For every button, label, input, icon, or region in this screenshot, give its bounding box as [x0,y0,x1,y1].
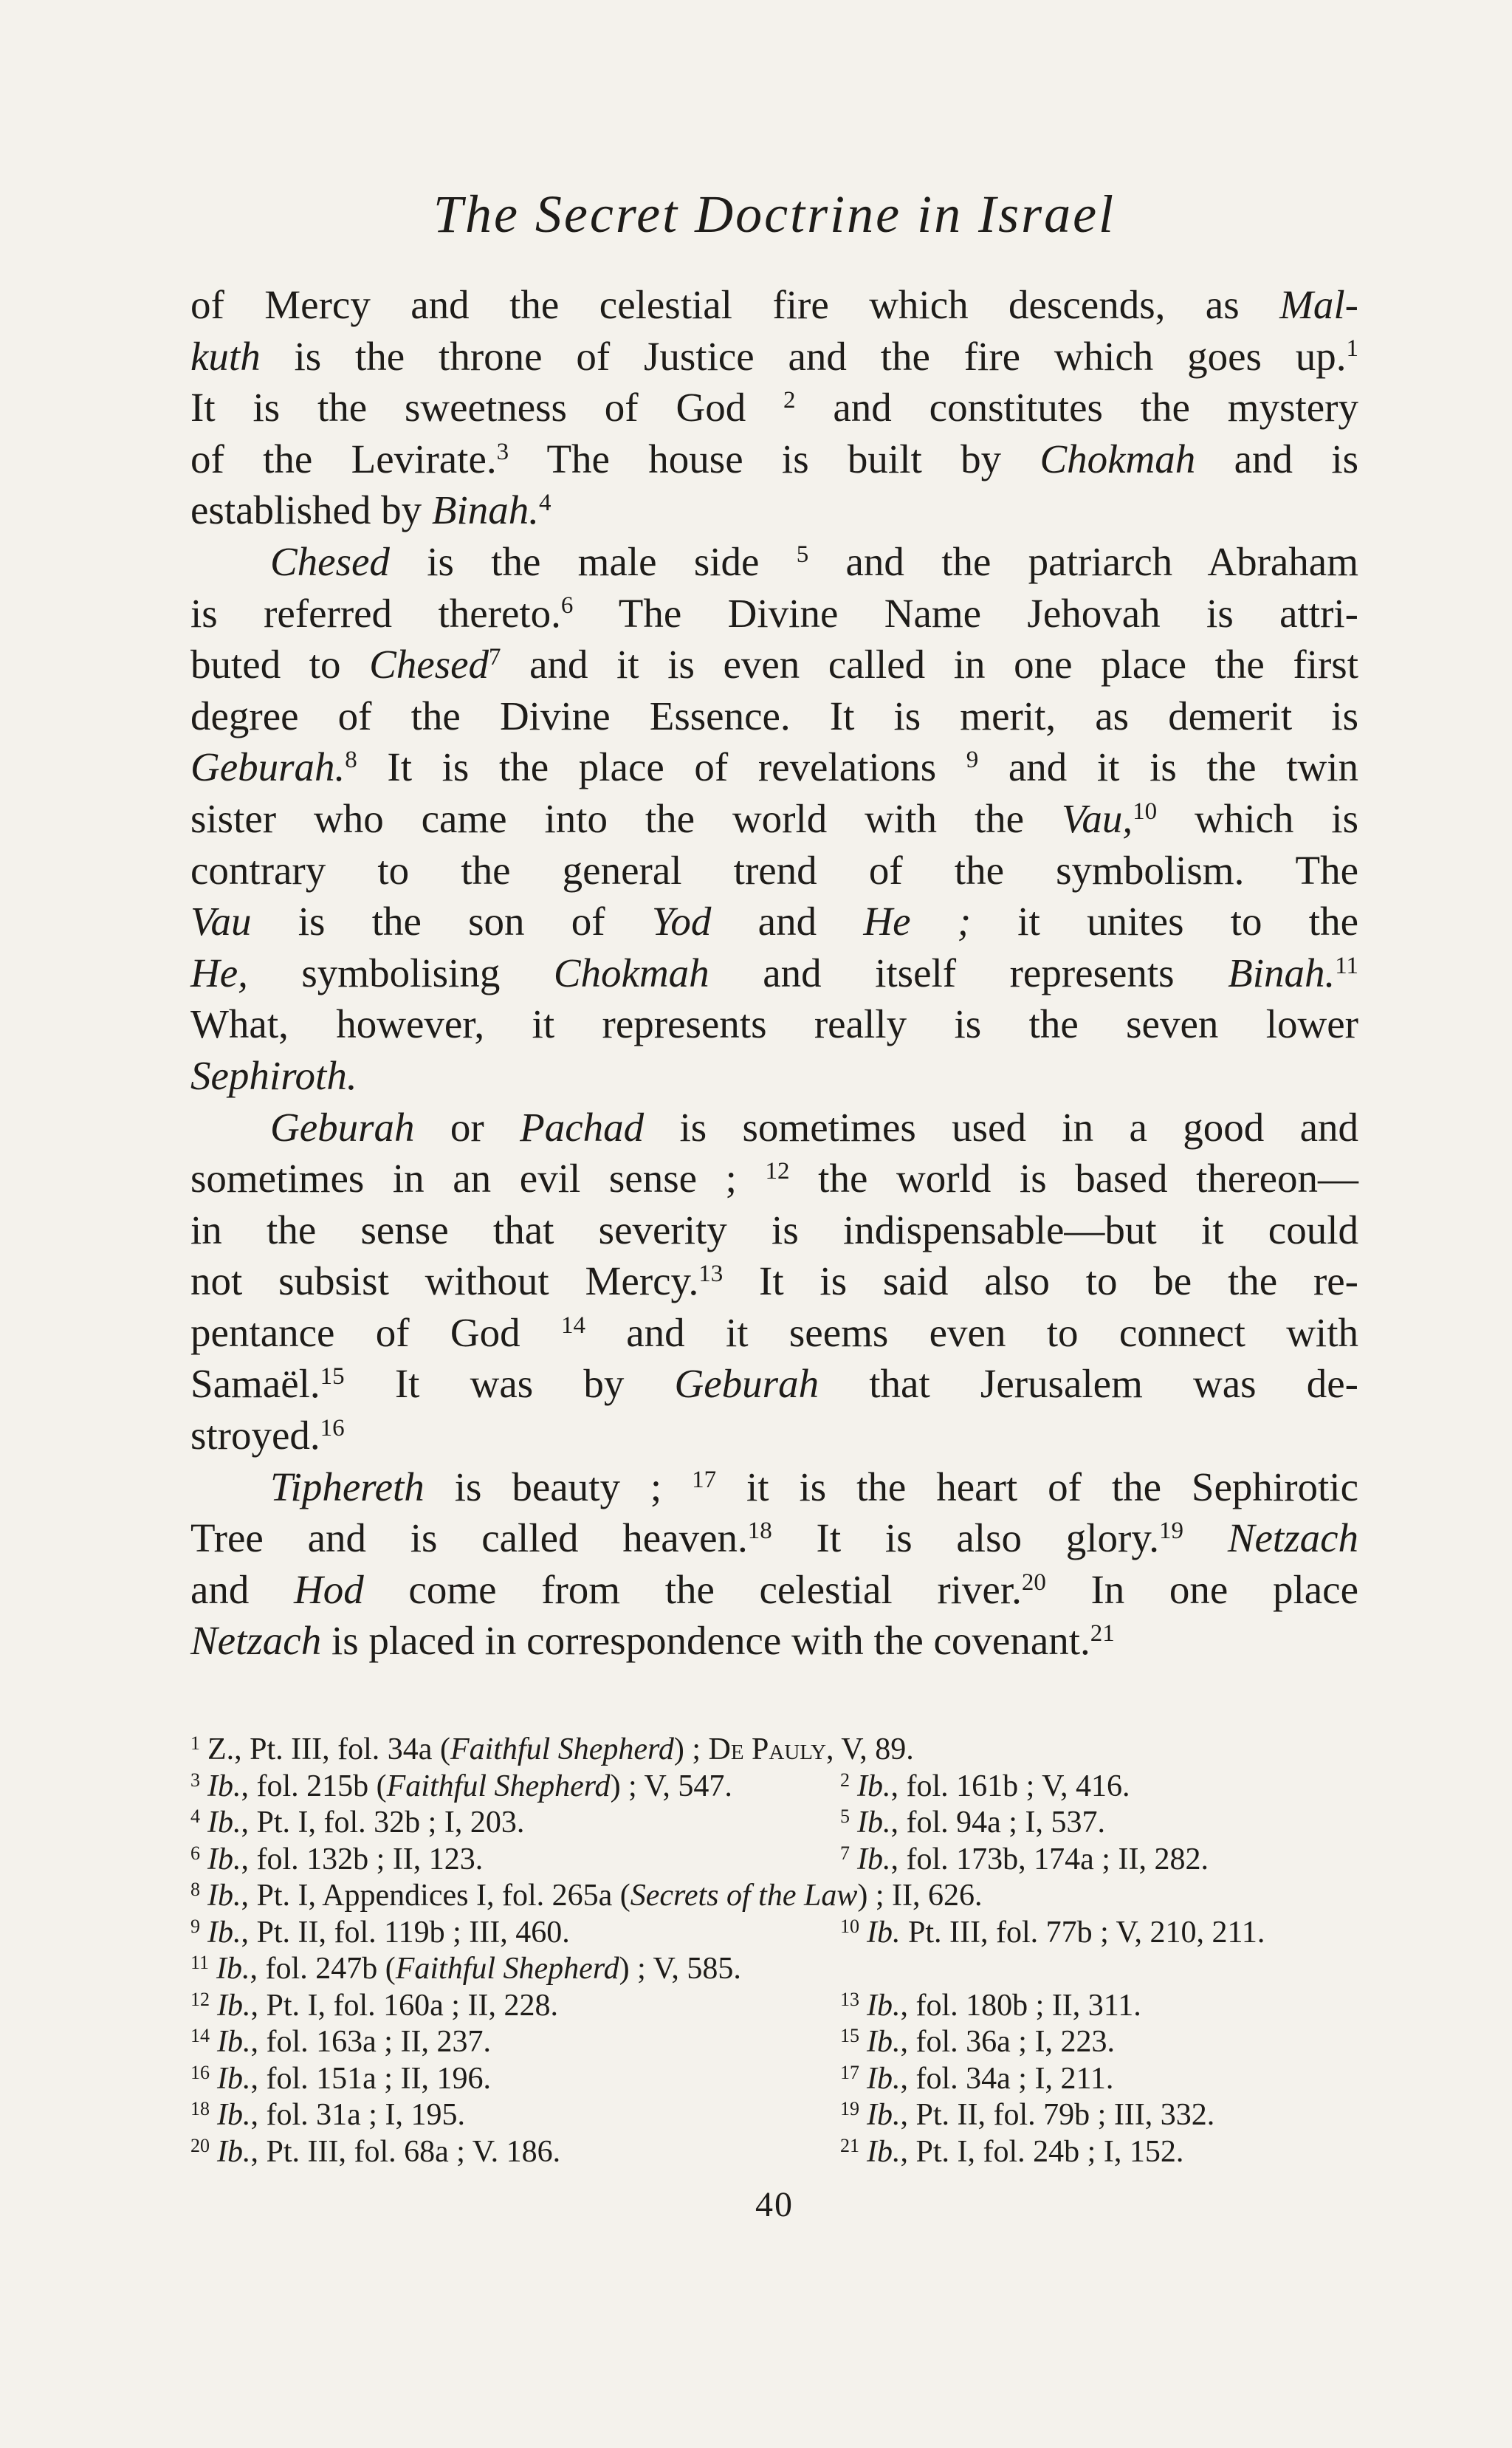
italic-term: Chesed [369,642,489,688]
footnote-number: 9 [190,1915,200,1937]
text-line [190,1358,1358,1410]
text-run: is the throne of Justice and the fire which goes up. [260,333,1347,379]
footnote-text: Ib., fol. 36a ; I, 223. [867,2025,1115,2059]
text-run: the world is based thereon— [789,1156,1358,1201]
footnote-marker: 21 [1090,1620,1115,1648]
footnote-marker: 6 [560,592,574,620]
text-run: degree of the Divine Essence. It is merit, as demerit is [190,693,1358,738]
text-run: sister who came into the world with the [190,795,1062,841]
footnote-number: 8 [190,1879,200,1900]
italic-term: Netzach [190,1618,322,1664]
text-run: is the son of [251,899,652,944]
footnote-marker: 19 [1159,1518,1184,1545]
text-line [190,1050,1358,1102]
footnote-text: Z., Pt. III, fol. 34a (Faithful Shepherd) ; De Pauly, V, 89. [207,1732,914,1766]
footnote-marker: 8 [345,747,357,774]
footnote [190,1805,840,1842]
footnote [840,2097,1358,2134]
text-run: that Jerusalem was de- [819,1361,1358,1407]
text-run: come from the celestial river. [363,1566,1022,1612]
running-head: The Secret Doctrine in Israel [433,185,1116,244]
text-line [190,588,1358,640]
text-run: It is said also to be the re- [723,1258,1358,1304]
text-line [190,845,1358,896]
text-line [190,1255,1358,1307]
footnote-row [190,1878,1358,1915]
footnote-text: Ib., fol. 151a ; II, 196. [217,2061,491,2096]
footnote-row [190,2024,1358,2061]
text-run: and [711,899,864,944]
footnote-text: Ib., Pt. I, fol. 32b ; I, 203. [207,1806,525,1840]
italic-term: He ; [863,899,972,944]
footnote-marker: 18 [747,1518,772,1545]
text-run: and the patriarch Abraham [808,538,1358,584]
footnote-text: Ib., Pt. III, fol. 68a ; V. 186. [217,2134,561,2169]
footnote [190,1732,1358,1769]
text-run: In one place [1045,1566,1358,1612]
footnote-marker: 3 [496,438,509,465]
footnote-number: 15 [840,2025,859,2046]
footnote-number: 11 [190,1952,210,1973]
footnote-row [190,1988,1358,2025]
footnote-number: 5 [840,1806,850,1827]
text-run: stroyed. [190,1413,320,1458]
footnote-number: 12 [190,1988,210,2010]
italic-term: Vau [190,899,252,944]
footnote [840,1769,1358,1806]
footnote-row [190,1951,1358,1988]
italic-term: Hod [294,1566,364,1612]
text-line [190,1102,1358,1153]
text-line [190,639,1358,690]
text-line [190,793,1358,845]
footnote [840,1915,1358,1952]
footnote-row [190,2061,1358,2098]
footnote-text: Ib. Pt. III, fol. 77b ; V, 210, 211. [867,1915,1265,1950]
text-run: is beauty ; [424,1464,693,1509]
text-run: and itself represents [709,950,1228,995]
text-run: and it is the twin [978,744,1358,790]
footnote-number: 6 [190,1842,200,1864]
text-run: buted to [190,642,370,688]
footnote-text: Ib., fol. 163a ; II, 237. [217,2025,491,2059]
footnote-text: Ib., fol. 180b ; II, 311. [867,1988,1141,2023]
footnote-text: Ib., Pt. I, fol. 24b ; I, 152. [867,2134,1184,2169]
footnote [190,1878,1358,1915]
footnote-marker: 7 [489,644,501,671]
footnote-marker: 1 [1346,335,1358,363]
text-line [190,1615,1358,1667]
italic-term: He, [190,950,248,995]
footnote-row [190,2097,1358,2134]
text-run: in the sense that severity is indispensable—but it could [190,1207,1358,1252]
footnote-text: Ib., Pt. II, fol. 119b ; III, 460. [207,1915,570,1950]
italic-term: Binah. [1228,950,1336,995]
text-run: it unites to the [971,899,1358,944]
italic-term: Binah. [431,487,540,533]
italic-term: Geburah. [190,744,346,790]
text-run: and [190,1566,295,1612]
text-run: is the male side [389,538,797,584]
footnote [840,2024,1358,2061]
footnote-marker: 15 [320,1363,345,1391]
text-line [190,998,1358,1050]
text-run: established by [190,487,432,533]
text-run: What, however, it represents really is the seven lower [190,1001,1358,1047]
footnote-marker: 14 [560,1312,585,1339]
footnote-number: 21 [840,2134,859,2156]
italic-term: Vau, [1061,795,1133,841]
italic-term: Pachad [520,1104,645,1150]
text-line [190,331,1358,383]
footnote-number: 20 [190,2134,210,2156]
footnote [190,2061,840,2098]
footnote-marker: 5 [796,541,809,568]
footnote [190,1842,840,1879]
footnote-text: Ib., fol. 215b (Faithful Shepherd) ; V, 547. [207,1769,732,1803]
footnote-number: 10 [840,1915,859,1937]
footnote-number: 4 [190,1806,200,1827]
footnote [190,1769,840,1806]
text-run: is referred thereto. [190,590,561,636]
text-run: It is also glory. [772,1515,1160,1561]
text-run: which is [1157,795,1358,841]
text-run: and constitutes the mystery [795,385,1358,431]
book-page [190,0,1358,2448]
text-line [190,741,1358,793]
text-line [190,382,1358,433]
text-run: is placed in correspondence with the covenant. [321,1618,1090,1664]
text-line [190,1410,1358,1461]
footnote-number: 3 [190,1769,200,1791]
footnote [190,1988,840,2025]
footnote-text: Ib., fol. 34a ; I, 211. [867,2061,1114,2096]
footnote [840,1988,1358,2025]
footnote-text: Ib., fol. 173b, 174a ; II, 282. [857,1842,1209,1876]
footnote-text: Ib., fol. 161b ; V, 416. [857,1769,1130,1803]
footnote-marker: 2 [783,387,796,414]
italic-term: Sephiroth. [190,1052,357,1098]
italic-term: Chesed [270,538,390,584]
footnote-marker: 11 [1335,952,1359,979]
text-run: It is the place of revelations [357,744,966,790]
footnote-number: 14 [190,2025,210,2046]
footnote-number: 18 [190,2098,210,2119]
text-run: or [414,1104,520,1150]
footnotes [190,1732,1358,2170]
text-run: is sometimes used in a good and [644,1104,1358,1150]
footnote-number: 17 [840,2061,859,2083]
footnote [190,2134,840,2171]
text-line [190,1153,1358,1204]
italic-term: Geburah [674,1361,819,1407]
text-line [190,896,1358,947]
text-line [190,1461,1358,1513]
footnote-text: Ib., fol. 247b (Faithful Shepherd) ; V, 585. [216,1952,741,1986]
italic-term: Netzach [1227,1515,1359,1561]
text-run: not subsist without Mercy. [190,1258,699,1304]
footnote-marker: 12 [765,1157,790,1184]
footnote [190,2024,840,2061]
italic-term: Chokmah [1040,436,1196,481]
footnote-row [190,1915,1358,1952]
text-line [190,1512,1358,1564]
footnote-row [190,1842,1358,1879]
footnote-row [190,1805,1358,1842]
text-run: and is [1195,436,1359,481]
footnote-number: 13 [840,1988,859,2010]
footnote [840,1842,1358,1879]
italic-term: Mal- [1279,282,1358,327]
text-run: Tree and is called heaven. [190,1515,748,1561]
text-run: pentance of God [190,1309,561,1355]
footnote [840,1805,1358,1842]
italic-term: Geburah [270,1104,415,1150]
footnote-text: Ib., Pt. I, fol. 160a ; II, 228. [217,1988,558,2023]
text-run: contrary to the general trend of the symbolism. The [190,847,1358,893]
footnote [190,1915,840,1952]
text-run: of the Levirate. [190,436,497,481]
text-run: The Divine Name Jehovah is attri- [573,590,1358,636]
footnote-row [190,1732,1358,1769]
footnote-marker: 9 [966,747,979,774]
italic-term: Tiphereth [270,1464,425,1509]
text-run: Samaël. [190,1361,320,1407]
text-run [1183,1515,1228,1560]
italic-term: Yod [651,899,712,944]
text-line [190,279,1358,331]
footnote-marker: 13 [698,1261,724,1288]
text-run: and it is even called in one place the first [501,642,1358,688]
text-line [190,947,1358,999]
footnote-number: 7 [840,1842,850,1864]
text-line [190,433,1358,485]
text-line [190,1564,1358,1616]
text-run: It is the sweetness of God [190,385,784,431]
text-run: and it seems even to connect with [585,1309,1358,1355]
footnote-row [190,1769,1358,1806]
text-run: of Mercy and the celestial fire which descends, as [190,282,1280,327]
text-run: It was by [344,1361,675,1407]
footnote-text: Ib., fol. 31a ; I, 195. [217,2098,465,2132]
footnote [190,1951,1358,1988]
text-run: The house is built by [509,436,1040,481]
page-number: 40 [755,2185,794,2224]
footnote-marker: 17 [692,1466,717,1493]
footnote [840,2061,1358,2098]
footnote-number: 1 [190,1732,200,1754]
text-line [190,690,1358,742]
text-run: sometimes in an evil sense ; [190,1156,766,1201]
footnote-text: Ib., Pt. I, Appendices I, fol. 265a (Secrets of the Law) ; II, 626. [207,1879,983,1913]
text-line [190,1204,1358,1256]
footnote-text: Ib., fol. 94a ; I, 537. [857,1806,1105,1840]
text-run: symbolising [247,950,554,995]
body-text [190,279,1358,1667]
footnote-number: 16 [190,2061,210,2083]
italic-term: kuth [190,333,261,379]
text-line [190,536,1358,588]
footnote-text: Ib., Pt. II, fol. 79b ; III, 332. [867,2098,1215,2132]
footnote-marker: 4 [539,490,551,517]
footnote [190,2097,840,2134]
footnote-marker: 20 [1021,1568,1046,1596]
footnote [840,2134,1358,2171]
footnote-text: Ib., fol. 132b ; II, 123. [207,1842,484,1876]
text-line [190,484,1358,536]
text-line [190,1307,1358,1359]
footnote-marker: 16 [320,1414,345,1441]
footnote-number: 19 [840,2098,859,2119]
footnote-marker: 10 [1133,798,1158,825]
italic-term: Chokmah [553,950,709,995]
footnote-row [190,2134,1358,2171]
footnote-number: 2 [840,1769,850,1791]
text-run: it is the heart of the Sephirotic [716,1464,1359,1509]
